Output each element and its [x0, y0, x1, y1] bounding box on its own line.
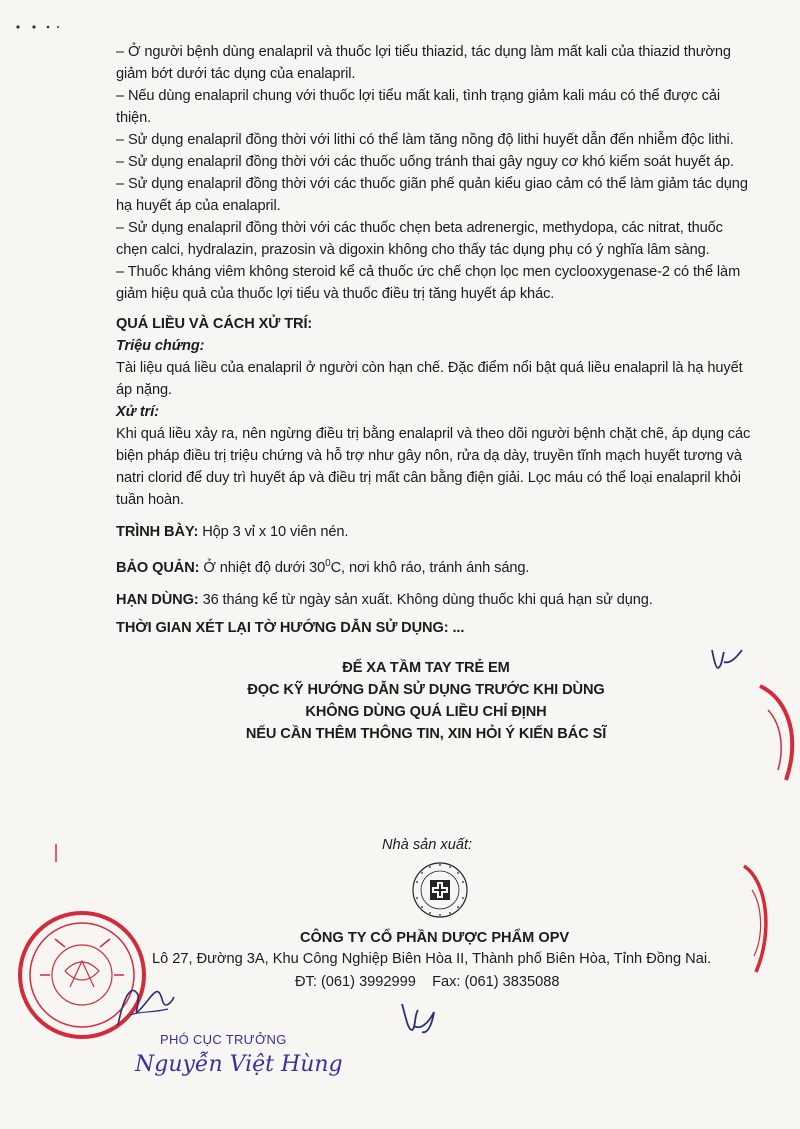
company-address: Lô 27, Đường 3A, Khu Công Nghiệp Biên Hòa II, Thành phố Biên Hòa, Tỉnh Đồng Nai.: [152, 951, 712, 967]
main-content: [116, 41, 756, 745]
company-phone: ĐT: (061) 3992999 Fax: (061) 3835088: [295, 974, 560, 990]
company-name: CÔNG TY CỔ PHẦN DƯỢC PHẨM OPV: [300, 930, 570, 946]
storage-value: Ở nhiệt độ dưới 30: [199, 559, 326, 576]
symptoms-label: Triệu chứng:: [116, 338, 205, 354]
manufacturer-label: Nhà sản xuất:: [382, 837, 473, 853]
expiry-field: [116, 589, 756, 611]
partial-stamp-icon: [730, 860, 790, 980]
expiry-value: 36 tháng kể từ ngày sản xuất. Không dùng thuốc khi quá hạn sử dụng.: [198, 591, 653, 608]
warning-line: NẾU CẦN THÊM THÔNG TIN, XIN HỎI Ý KIẾN BÁC SĨ: [245, 725, 607, 742]
interaction-item: – Ở người bệnh dùng enalapril và thuốc lợi tiểu thiazid, tác dụng làm mất kali của thiazid thường giảm bớt dưới tác dụng của enalapril.: [116, 44, 731, 82]
symptoms-text: Tài liệu quá liều của enalapril ở người còn hạn chế. Đặc điểm nổi bật quá liều enalapril là hạ huyết áp nặng.: [116, 360, 743, 398]
interaction-item: – Sử dụng enalapril đồng thời với các thuốc uống tránh thai gây nguy cơ khó kiểm soát huyết áp.: [116, 154, 734, 170]
interaction-item: – Sử dụng enalapril đồng thời với lithi có thể làm tăng nồng độ lithi huyết dẫn đến nhiễm độc lithi.: [116, 132, 734, 148]
scan-dots: [14, 22, 64, 32]
interaction-item: – Sử dụng enalapril đồng thời với các thuốc giãn phế quản kiểu giao cảm có thể làm giảm tác dụng hạ huyết áp của enalapril.: [116, 176, 748, 214]
expiry-label: HẠN DÙNG:: [116, 591, 199, 608]
signature-scribble-icon: [110, 975, 180, 1035]
treatment-text: Khi quá liều xảy ra, nên ngừng điều trị bằng enalapril và theo dõi người bệnh chặt chẽ, áp dụng các biện pháp điều trị triệu chứng và hỗ trợ như gây nôn, rửa dạ dày, truyền tĩnh mạch huyết tương và natri clorid để duy trì huyết áp và điều trị mất cân bằng điện giải. Lọc máu có thể loại enalapril khỏi tuần hoàn.: [116, 426, 751, 508]
interaction-item: – Thuốc kháng viêm không steroid kể cả thuốc ức chế chọn lọc men cyclooxygenase-2 có thể làm giảm hiệu quả của thuốc lợi tiểu và thuốc điều trị tăng huyết áp khác.: [116, 264, 741, 302]
presentation-label: TRÌNH BÀY:: [116, 524, 199, 540]
review-label: THỜI GIAN XÉT LẠI TỜ HƯỚNG DẪN SỬ DỤNG: ...: [116, 619, 465, 636]
partial-stamp-icon: [720, 680, 800, 800]
warning-line: ĐỂ XA TẦM TAY TRẺ EM: [342, 659, 510, 676]
storage-degree: 0: [325, 558, 331, 569]
initials-mark-icon: [398, 996, 438, 1038]
storage-label: BẢO QUẢN:: [116, 559, 200, 576]
presentation-value: Hộp 3 vỉ x 10 viên nén.: [198, 524, 349, 540]
storage-value-end: C, nơi khô ráo, tránh ánh sáng.: [330, 559, 530, 576]
initials-mark-icon: [708, 644, 748, 674]
interaction-item: – Nếu dùng enalapril chung với thuốc lợi tiểu mất kali, tình trạng giảm kali máu có thể được cải thiện.: [116, 88, 721, 126]
warning-block: [126, 657, 726, 745]
interaction-item: – Sử dụng enalapril đồng thời với các thuốc chẹn beta adrenergic, methydopa, các nitrat, thuốc chẹn calci, hydralazin, prazosin và digoxin không cho thấy tác dụng phụ có ý nghĩa lâm sàng.: [116, 220, 723, 258]
deputy-title: PHÓ CỤC TRƯỞNG: [160, 1032, 287, 1047]
warning-line: KHÔNG DÙNG QUÁ LIỀU CHỈ ĐỊNH: [305, 703, 547, 720]
storage-field: [116, 553, 756, 579]
review-field: [116, 617, 756, 639]
deputy-name: Nguyễn Việt Hùng: [135, 1052, 343, 1077]
presentation-field: [116, 521, 756, 543]
overdose-title: QUÁ LIỀU VÀ CÁCH XỬ TRÍ:: [116, 316, 313, 332]
company-logo-icon: [410, 858, 470, 922]
margin-mark-icon: [52, 842, 60, 864]
treatment-label: Xử trí:: [116, 404, 159, 420]
warning-line: ĐỌC KỸ HƯỚNG DẪN SỬ DỤNG TRƯỚC KHI DÙNG: [247, 681, 605, 698]
